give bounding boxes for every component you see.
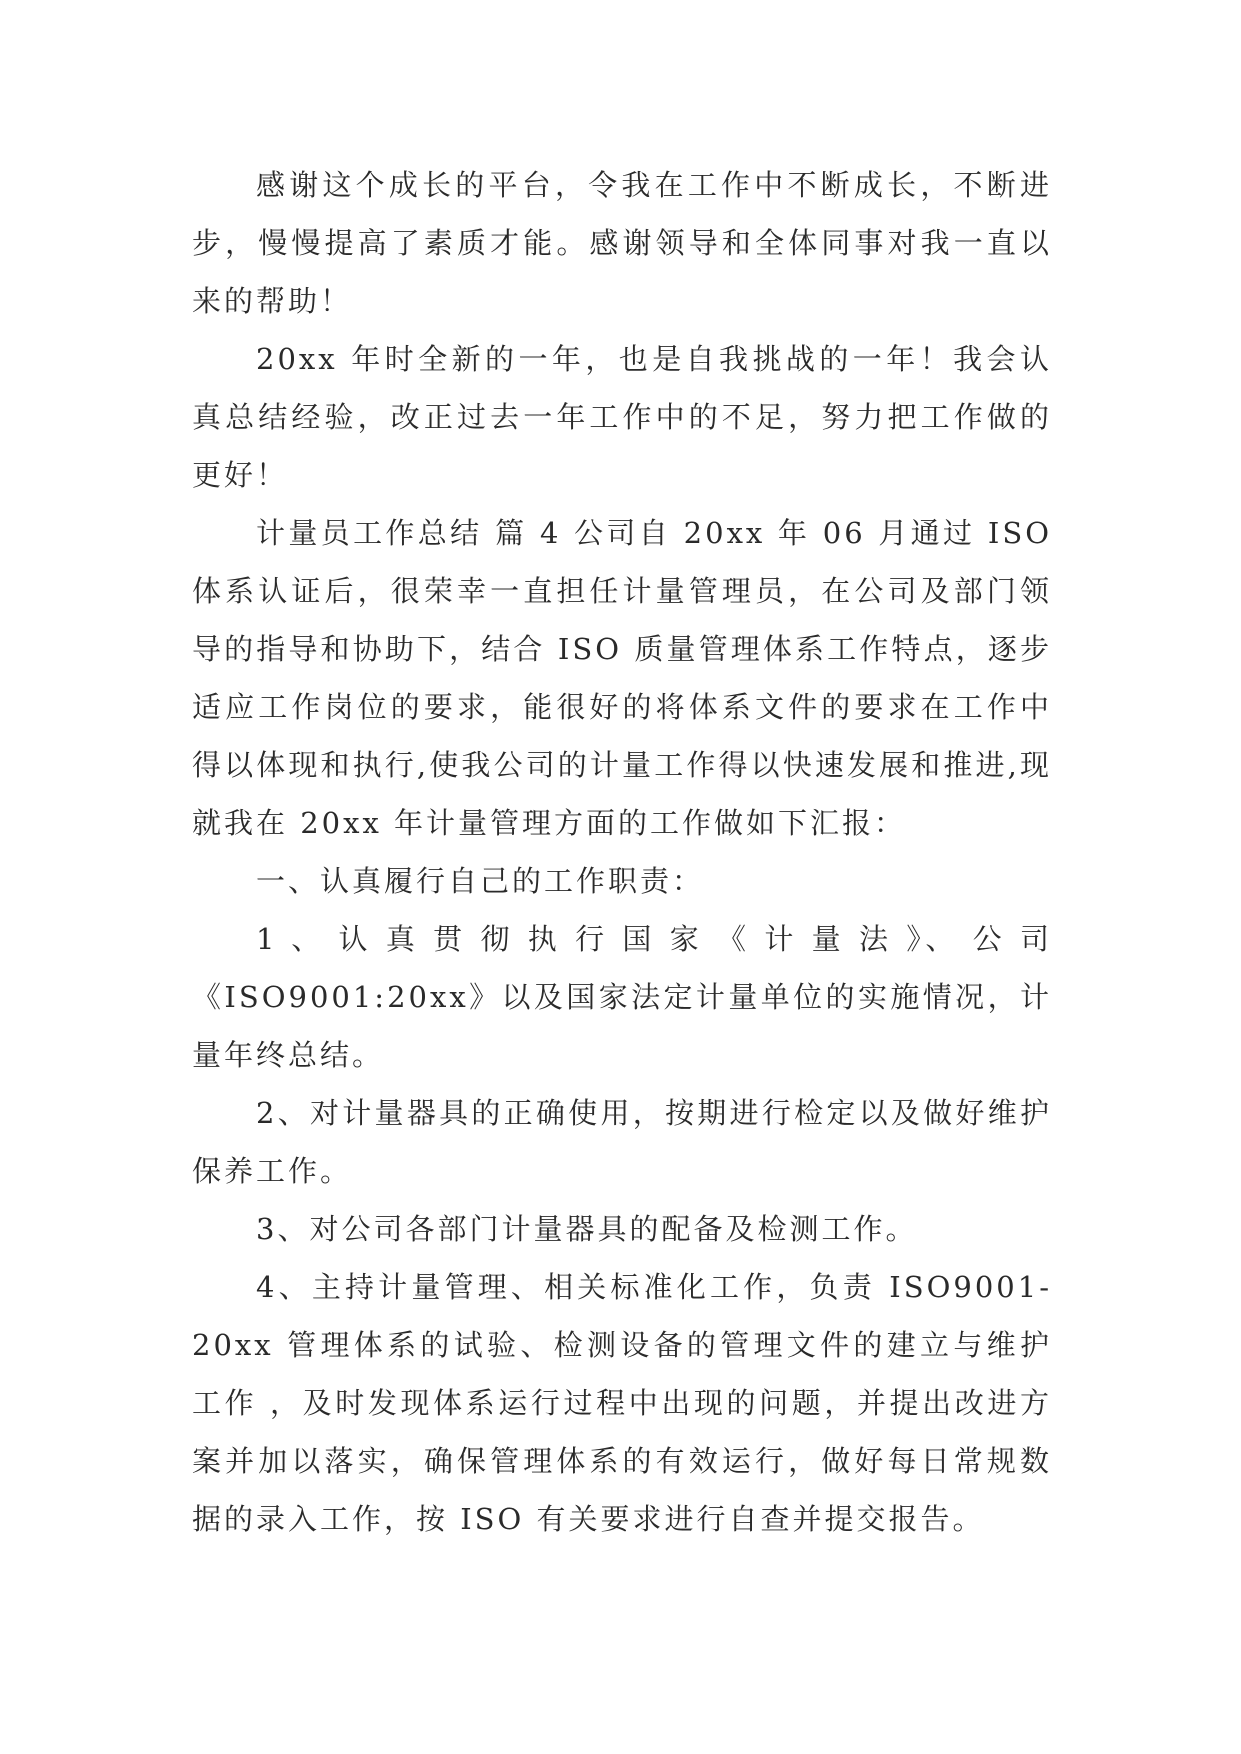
paragraph-thanks: 感谢这个成长的平台，令我在工作中不断成长，不断进步，慢慢提高了素质才能。感谢领导和全体同事对我一直以来的帮助！ xyxy=(192,168,1052,318)
list-item-4: 4、主持计量管理、相关标准化工作，负责 ISO9001-20xx 管理体系的试验、检测设备的管理文件的建立与维护工作 ，及时发现体系运行过程中出现的问题，并提出改进方案并加以落实，确保管理体系的有效运行，做好每日常规数据的录入工作，按 ISO 有关要求进行自查并提交报告。 xyxy=(192,1270,1052,1536)
list-item-1: 1 、 认 真 贯 彻 执 行 国 家 《 计 量 法 》、 公 司 《ISO9001:20xx》以及国家法定计量单位的实施情况，计量年终总结。 xyxy=(192,922,1052,1072)
paragraph-new-year: 20xx 年时全新的一年，也是自我挑战的一年！我会认真总结经验，改正过去一年工作中的不足，努力把工作做的更好！ xyxy=(192,342,1052,492)
list-item-3: 3、对公司各部门计量器具的配备及检测工作。 xyxy=(256,1212,918,1246)
section-heading-duties: 一、认真履行自己的工作职责： xyxy=(256,864,705,898)
document-body xyxy=(192,156,1052,1548)
list-item-2: 2、对计量器具的正确使用，按期进行检定以及做好维护保养工作。 xyxy=(192,1096,1052,1188)
paragraph-summary-intro: 计量员工作总结 篇 4 公司自 20xx 年 06 月通过 ISO 体系认证后，很荣幸一直担任计量管理员，在公司及部门领导的指导和协助下，结合 ISO 质量管理体系工作特点，逐步适应工作岗位的要求，能很好的将体系文件的要求在工作中得以体现和执行,使我公司的计量工作得以快速发展和推进,现就我在 20xx 年计量管理方面的工作做如下汇报： xyxy=(192,516,1052,840)
